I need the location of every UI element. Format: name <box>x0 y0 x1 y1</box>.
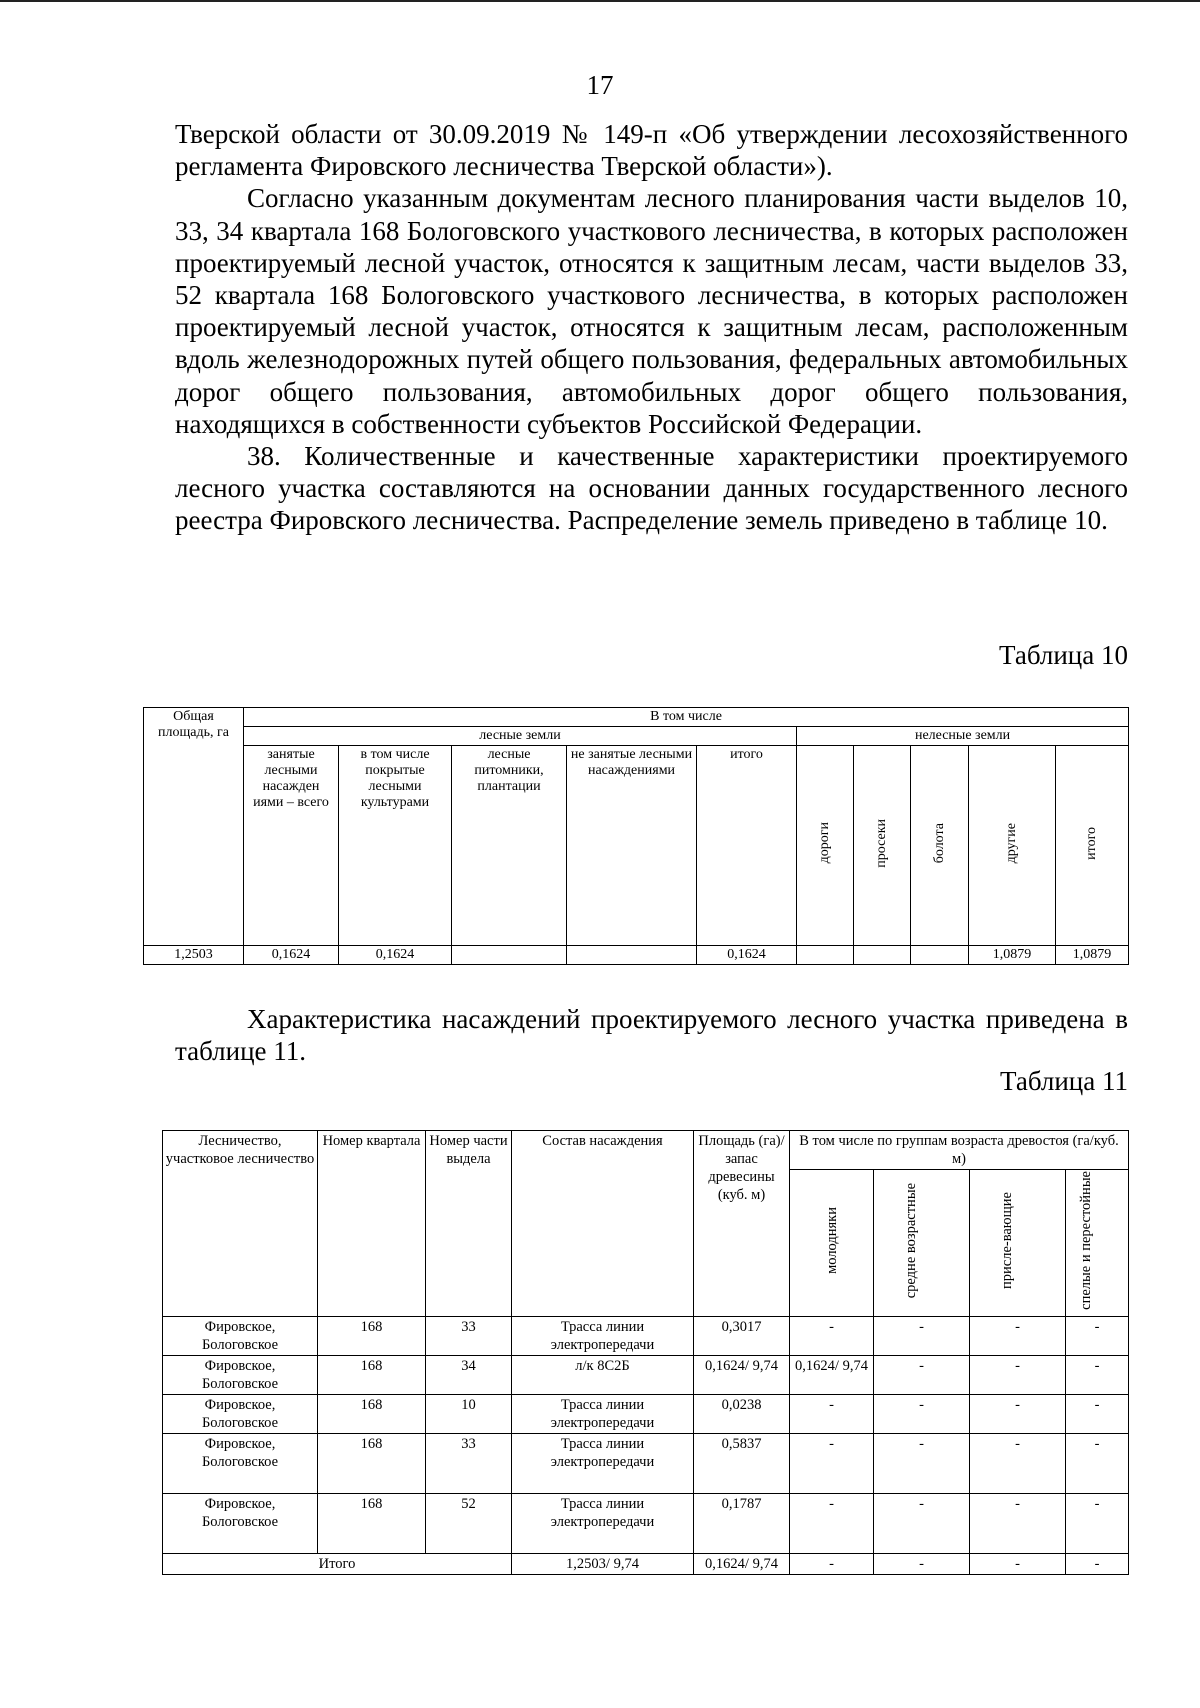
t10-cell: 0,1624 <box>244 946 339 965</box>
t10-cell: 0,1624 <box>339 946 452 965</box>
t11-cell-g4: - <box>1066 1394 1129 1433</box>
t11-cell-kvartal: 168 <box>318 1394 426 1433</box>
t11-total-g3: - <box>970 1553 1066 1574</box>
t10-col-roads <box>797 746 854 946</box>
t11-cell-area: 0,1624/ 9,74 <box>694 1355 790 1394</box>
table-11 <box>162 1130 1129 1575</box>
t10-col-roads-label: дороги <box>817 822 832 864</box>
table-10 <box>143 707 1129 965</box>
t11-cell-forestry: Фировское, Бологовское <box>163 1355 318 1394</box>
t11-cell-vydel: 10 <box>426 1394 512 1433</box>
t10-col-other <box>969 746 1056 946</box>
t11-cell-forestry: Фировское, Бологовское <box>163 1433 318 1493</box>
t10-col-nurseries: лесные питомники, плантации <box>452 746 567 946</box>
t10-header-including: В том числе <box>244 708 1129 727</box>
t10-header-total-area: Общая площадь, га <box>144 708 244 946</box>
t10-col-swamps <box>911 746 969 946</box>
t11-cell-g2: - <box>874 1316 970 1355</box>
t10-col-clearings <box>854 746 911 946</box>
t11-cell-area: 0,3017 <box>694 1316 790 1355</box>
t11-cell-g2: - <box>874 1433 970 1493</box>
t10-cell: 0,1624 <box>697 946 797 965</box>
t11-cell-vydel: 34 <box>426 1355 512 1394</box>
t11-cell-g3: - <box>970 1433 1066 1493</box>
t11-cell-forestry: Фировское, Бологовское <box>163 1493 318 1553</box>
t11-total-composition: 1,2503/ 9,74 <box>512 1553 694 1574</box>
t11-row <box>163 1493 1129 1553</box>
t10-col-occupied: занятые лесными насажден иями – всего <box>244 746 339 946</box>
t10-header-forest-lands: лесные земли <box>244 727 797 746</box>
table-10-caption: Таблица 10 <box>999 640 1128 670</box>
table-11-caption: Таблица 11 <box>1000 1066 1128 1096</box>
t10-col-cultures: в том числе покрытые лесными культурами <box>339 746 452 946</box>
t11-cell-forestry: Фировское, Бологовское <box>163 1316 318 1355</box>
t11-cell-g1: - <box>790 1493 874 1553</box>
t11-cell-kvartal: 168 <box>318 1493 426 1553</box>
page-number: 17 <box>586 70 614 100</box>
t11-total-area: 0,1624/ 9,74 <box>694 1553 790 1574</box>
t10-cell <box>911 946 969 965</box>
top-border-line <box>0 0 1200 2</box>
t11-cell-area: 0,0238 <box>694 1394 790 1433</box>
t11-cell-vydel: 33 <box>426 1433 512 1493</box>
t11-header-composition: Состав насаждения <box>512 1131 694 1317</box>
t11-cell-composition: Трасса линии электропередачи <box>512 1316 694 1355</box>
t11-cell-vydel: 52 <box>426 1493 512 1553</box>
t10-cell: 1,2503 <box>144 946 244 965</box>
t11-cell-g3: - <box>970 1316 1066 1355</box>
t11-cell-kvartal: 168 <box>318 1355 426 1394</box>
t11-cell-g4: - <box>1066 1355 1129 1394</box>
t10-col-swamps-label: болота <box>931 822 947 864</box>
body-text-lower <box>175 1003 1128 1067</box>
t11-col-mature-label: спелые и перестойные <box>1078 1171 1094 1310</box>
t11-cell-g3: - <box>970 1493 1066 1553</box>
t10-col-nonforest-total-label: итого <box>1084 826 1100 860</box>
t11-total-g4: - <box>1066 1553 1129 1574</box>
t11-cell-g3: - <box>970 1394 1066 1433</box>
t11-cell-forestry: Фировское, Бологовское <box>163 1394 318 1433</box>
t11-total-g2: - <box>874 1553 970 1574</box>
t10-col-nonforest-total <box>1056 746 1129 946</box>
t11-col-premature-label: присле-вающие <box>998 1191 1015 1289</box>
t11-cell-composition: Трасса линии электропередачи <box>512 1394 694 1433</box>
t11-cell-g1: 0,1624/ 9,74 <box>790 1355 874 1394</box>
t11-row <box>163 1433 1129 1493</box>
t11-header-vydel: Номер части выдела <box>426 1131 512 1317</box>
t11-cell-vydel: 33 <box>426 1316 512 1355</box>
t11-cell-g3: - <box>970 1355 1066 1394</box>
paragraph-3: 38. Количественные и качественные характеристики проектируемого лесного участка составляются на основании данных государственного лесного реестра Фировского лесничества. Распределение земель приведено в таблице 10. <box>175 441 1128 536</box>
t10-cell <box>854 946 911 965</box>
t10-cell: 1,0879 <box>969 946 1056 965</box>
paragraph-4: Характеристика насаждений проектируемого лесного участка приведена в таблице 11. <box>175 1004 1128 1067</box>
t10-col-clearings-label: просеки <box>874 818 889 868</box>
t11-cell-g1: - <box>790 1394 874 1433</box>
t11-col-middle-label: средне возрастные <box>902 1182 919 1299</box>
t11-col-middle <box>874 1170 970 1317</box>
t10-header-nonforest-lands: нелесные земли <box>797 727 1129 746</box>
t11-cell-g2: - <box>874 1355 970 1394</box>
t11-cell-g4: - <box>1066 1316 1129 1355</box>
t11-cell-composition: Трасса линии электропередачи <box>512 1493 694 1553</box>
t11-total-g1: - <box>790 1553 874 1574</box>
t11-col-mature <box>1066 1170 1129 1317</box>
t10-col-unoccupied: не занятые лесными насаждениями <box>567 746 697 946</box>
t11-row <box>163 1316 1129 1355</box>
t11-cell-composition: л/к 8С2Б <box>512 1355 694 1394</box>
t10-col-other-label: другие <box>1004 822 1019 864</box>
t11-cell-g4: - <box>1066 1493 1129 1553</box>
t11-total-label: Итого <box>163 1553 512 1574</box>
t10-cell <box>567 946 697 965</box>
t11-cell-g2: - <box>874 1394 970 1433</box>
t11-header-age-groups: В том числе по группам возраста древостоя (га/куб. м) <box>790 1131 1129 1170</box>
t11-header-area: Площадь (га)/ запас древесины (куб. м) <box>694 1131 790 1317</box>
paragraph-1: Тверской области от 30.09.2019 № 149-п «Об утверждении лесохозяйственного регламента Фировского лесничества Тверской области»). <box>175 119 1128 182</box>
t11-cell-g1: - <box>790 1433 874 1493</box>
t10-cell <box>797 946 854 965</box>
t10-data-row <box>144 946 1129 965</box>
t10-cell <box>452 946 567 965</box>
t11-cell-kvartal: 168 <box>318 1433 426 1493</box>
t11-cell-kvartal: 168 <box>318 1316 426 1355</box>
t11-cell-g4: - <box>1066 1433 1129 1493</box>
t11-row <box>163 1355 1129 1394</box>
t11-col-premature <box>970 1170 1066 1317</box>
paragraph-2: Согласно указанным документам лесного планирования части выделов 10, 33, 34 квартала 168 Бологовского участкового лесничества, в которых расположен проектируемый лесной участок, относятся к защитным лесам, части выделов 33, 52 квартала 168 Бологовского участкового лесничества, в которых расположен проектируемый лесной участок, относятся к защитным лесам, расположенным вдоль железнодорожных путей общего пользования, федеральных автомобильных дорог общего пользования, автомобильных дорог общего пользования, находящихся в собственности субъектов Российской Федерации. <box>175 183 1128 439</box>
t11-col-young-label: молодняки <box>823 1206 840 1274</box>
t11-cell-g1: - <box>790 1316 874 1355</box>
t11-header-kvartal: Номер квартала <box>318 1131 426 1317</box>
t11-col-young <box>790 1170 874 1317</box>
body-text-upper <box>175 118 1128 537</box>
t11-row <box>163 1394 1129 1433</box>
t11-header-forestry: Лесничество, участковое лесничество <box>163 1131 318 1317</box>
t11-total-row <box>163 1553 1129 1574</box>
t10-cell: 1,0879 <box>1056 946 1129 965</box>
t11-cell-area: 0,5837 <box>694 1433 790 1493</box>
t11-cell-area: 0,1787 <box>694 1493 790 1553</box>
t10-col-forest-total: итого <box>697 746 797 946</box>
t11-cell-composition: Трасса линии электропередачи <box>512 1433 694 1493</box>
t11-cell-g2: - <box>874 1493 970 1553</box>
